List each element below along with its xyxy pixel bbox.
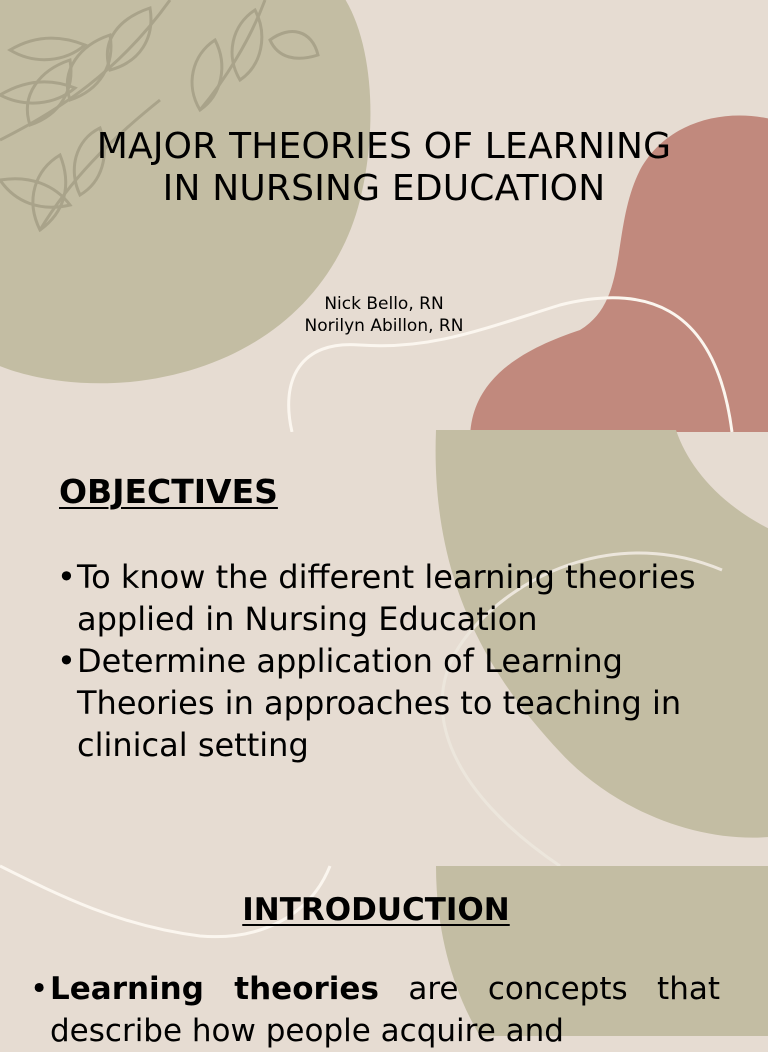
- objective-text: Determine application of Learning Theories in approaches to teaching in clinical setting: [77, 642, 682, 764]
- introduction-slide: [0, 866, 768, 1049]
- objectives-list: [57, 556, 717, 766]
- title-line-1: MAJOR THEORIES OF LEARNING: [96, 126, 672, 167]
- introduction-heading: INTRODUCTION: [242, 892, 510, 928]
- title-line-2: IN NURSING EDUCATION: [162, 168, 606, 209]
- bullet: •: [30, 971, 49, 1007]
- introduction-body: are concepts that describe how people acquire and: [50, 971, 720, 1049]
- introduction-text: [30, 968, 720, 1052]
- objective-text: To know the different learning theories applied in Nursing Education: [77, 558, 696, 638]
- learning-theories-term: Learning theories: [50, 971, 379, 1007]
- bullet: •: [57, 642, 76, 680]
- objectives-slide: [0, 432, 768, 866]
- bullet: •: [57, 558, 76, 596]
- introduction-paragraph: [30, 968, 720, 1052]
- author-1: Nick Bello, RN: [324, 294, 444, 314]
- authors: [0, 293, 768, 337]
- author-2: Norilyn Abillon, RN: [304, 316, 464, 336]
- presentation-title: [0, 126, 768, 210]
- title-slide: [0, 0, 768, 432]
- list-item: [57, 640, 717, 766]
- objectives-heading: OBJECTIVES: [59, 472, 278, 511]
- list-item: [57, 556, 717, 640]
- decorative-background: [0, 0, 768, 432]
